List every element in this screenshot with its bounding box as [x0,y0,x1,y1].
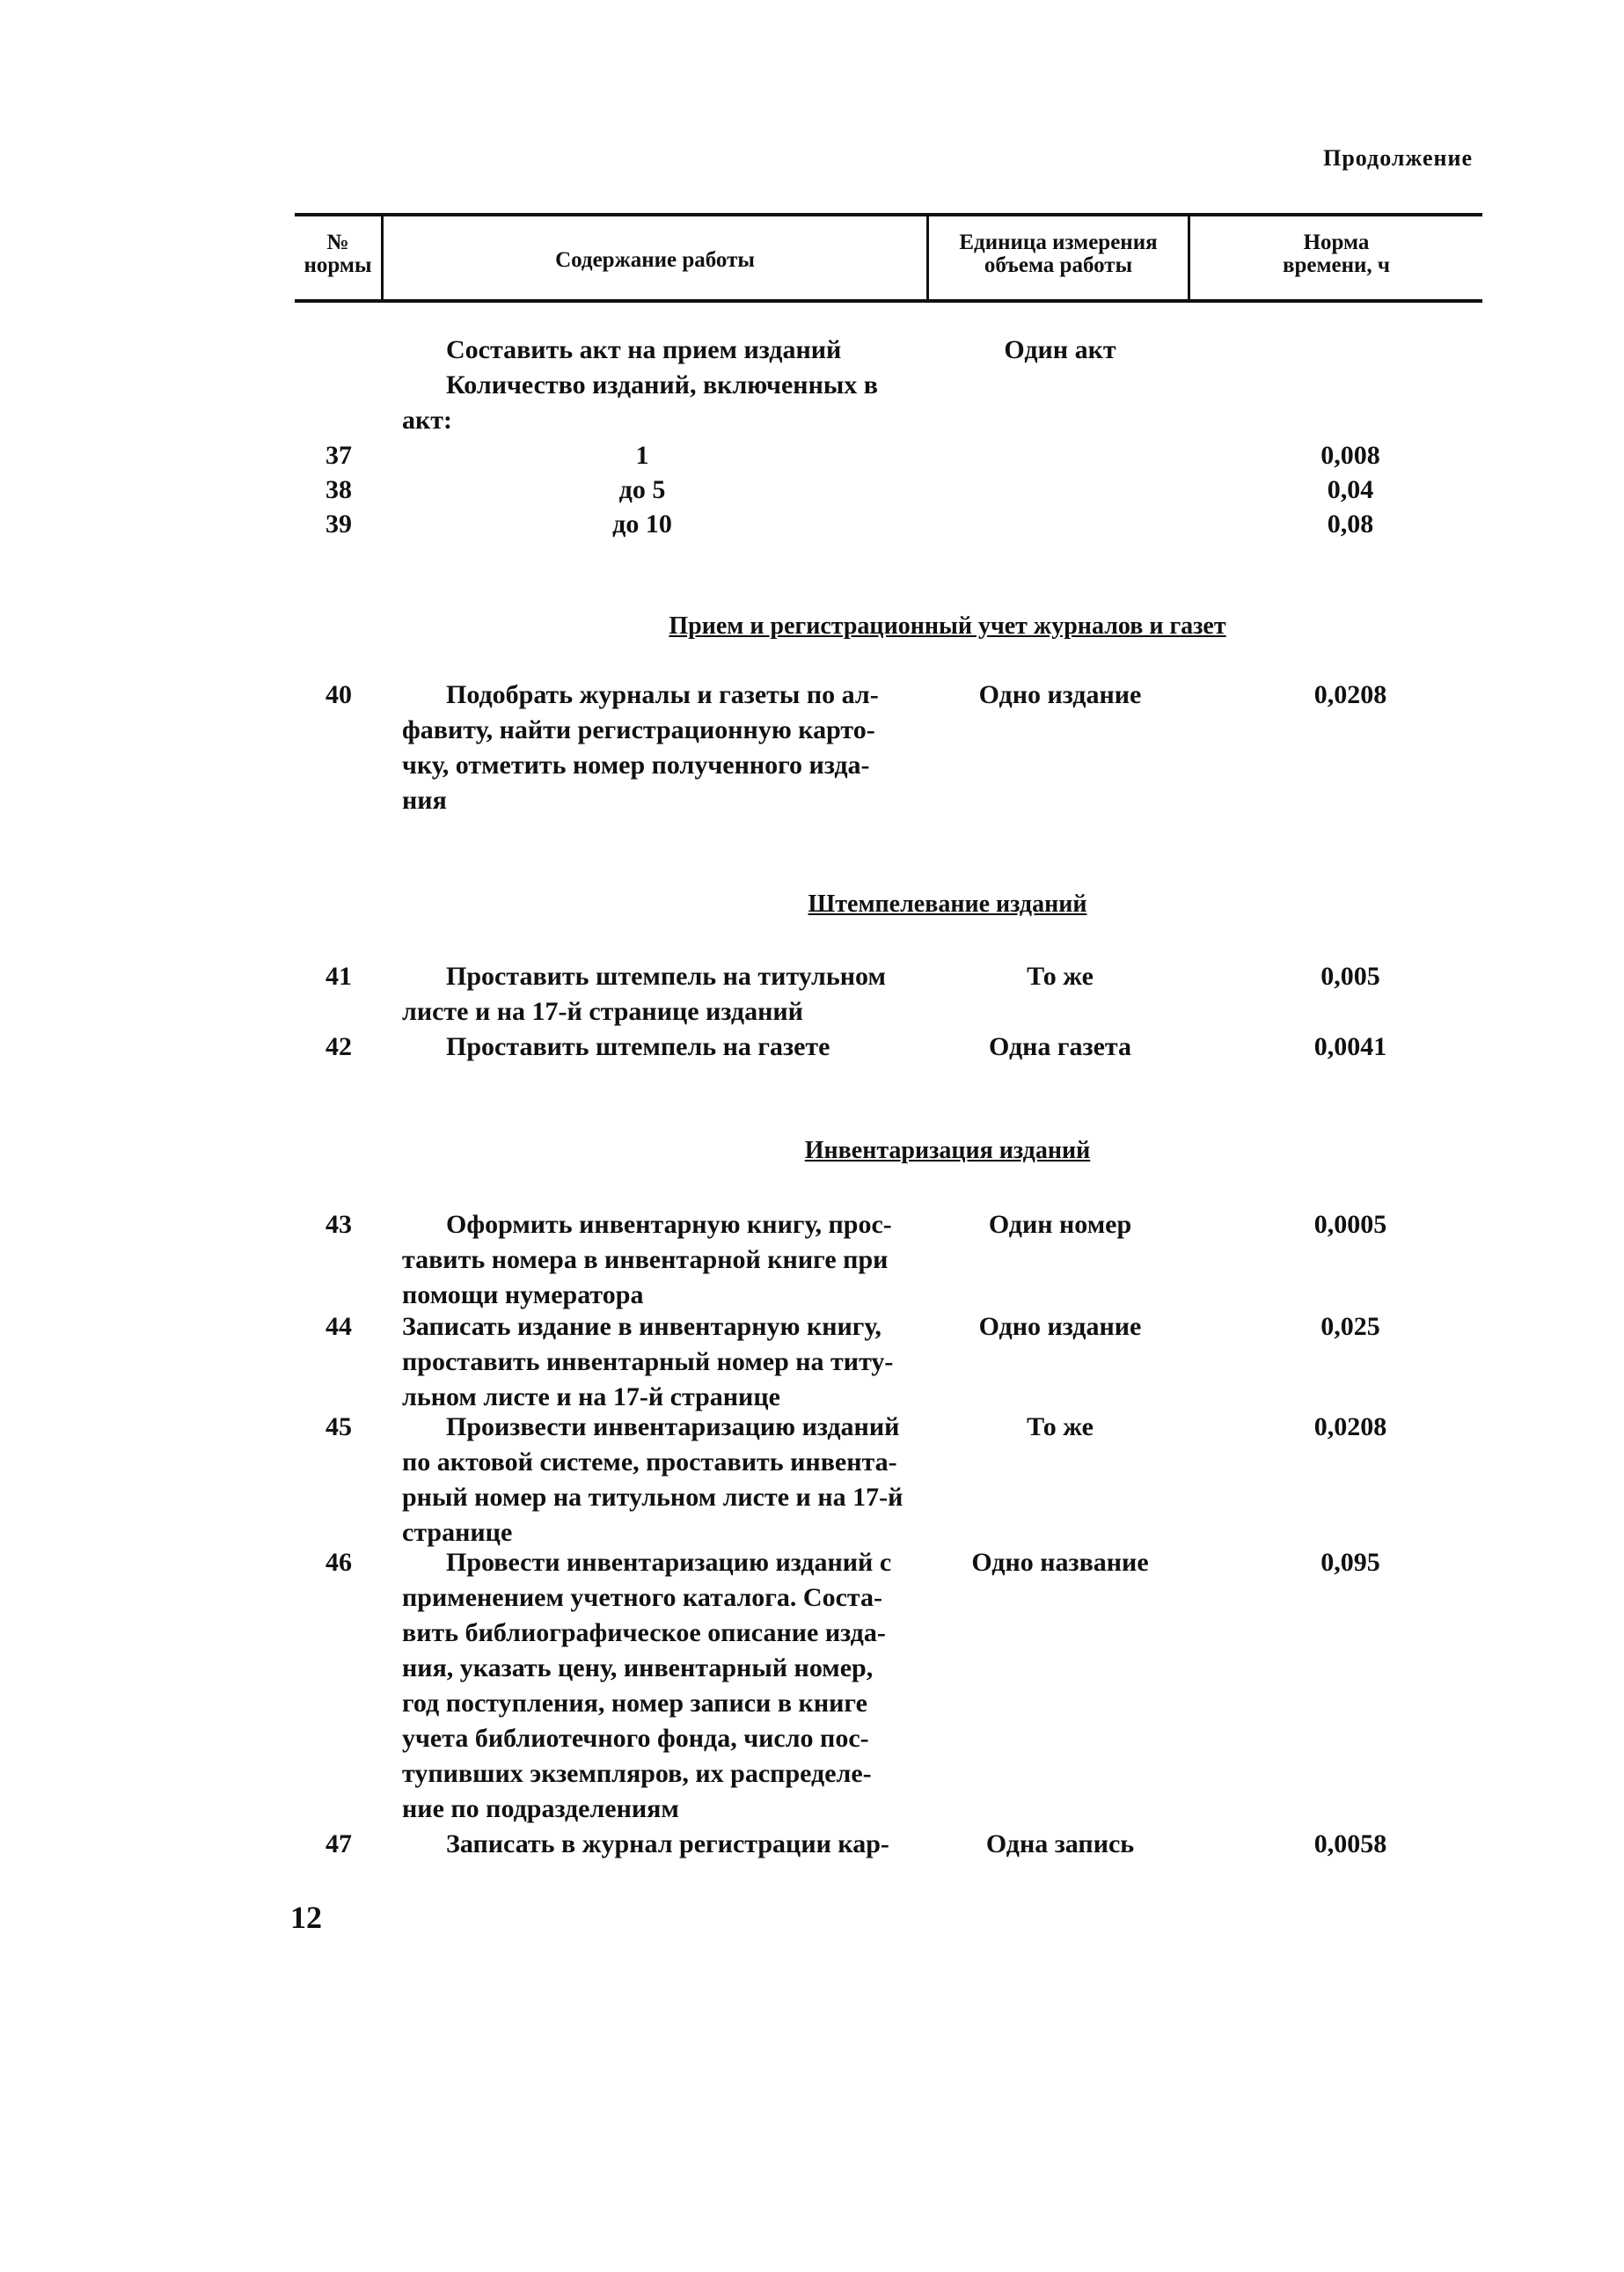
row-41-unit: То же [1027,962,1094,991]
row-37-content: 1 [635,441,649,470]
row-46-line: учета библиотечного фонда, число пос- [402,1724,869,1753]
row-42-content [402,1030,930,1065]
row-45-unit: То же [1027,1412,1094,1441]
row-45-line: странице [402,1518,513,1547]
row-38-num: 38 [326,475,352,504]
row-45-norm: 0,0208 [1313,1412,1387,1441]
row-46-unit: Одно название [971,1548,1149,1577]
row-41-norm: 0,005 [1320,962,1380,991]
row-40-content [402,678,930,818]
header-num-line: нормы [304,253,372,277]
row-44-line: льном листе и на 17-й странице [402,1382,780,1411]
section-title-inventory: Инвентаризация изданий [804,1137,1091,1164]
header-norm-line: Норма [1303,231,1370,254]
row-42-norm: 0,0041 [1313,1032,1387,1061]
row-37-num: 37 [326,441,352,470]
row-43-line: Оформить инвентарную книгу, прос- [446,1210,892,1239]
act-unit: Один акт [1004,335,1116,364]
row-40-line: Подобрать журналы и газеты по ал- [446,680,879,709]
row-46-norm: 0,095 [1320,1548,1380,1577]
row-46-line: применением учетного каталога. Соста- [402,1583,883,1612]
row-43-line: тавить номера в инвентарной книге при [402,1245,889,1274]
act-intro-line: Составить акт на прием изданий [446,335,842,364]
header-unit [929,231,1188,277]
row-38-content: до 5 [618,475,666,504]
row-43-content [402,1207,930,1313]
row-37-norm: 0,008 [1320,441,1380,470]
row-39-num: 39 [326,509,352,539]
act-intro-line: Количество изданий, включенных в [446,370,878,399]
section-title-journals: Прием и регистрационный учет журналов и газет [669,612,1226,640]
header-num [295,231,381,277]
row-46-line: вить библиографическое описание изда- [402,1618,886,1647]
row-46-line: ния, указать цену, инвентарный номер, [402,1653,874,1682]
row-46-line: ние по подразделениям [402,1794,679,1823]
row-44-unit: Одно издание [978,1312,1142,1341]
row-39-content: до 10 [612,509,672,539]
act-intro-line: акт: [402,406,453,435]
row-40-line: фавиту, найти регистрационную карто- [402,715,875,744]
row-47-norm: 0,0058 [1313,1829,1387,1858]
header-content: Содержание работы [555,248,755,272]
page-number: 12 [290,1900,322,1935]
row-42-unit: Одна газета [989,1032,1131,1061]
row-46-line: тупивших экземпляров, их распределе- [402,1759,872,1788]
row-41-line: листе и на 17-й странице изданий [402,997,803,1026]
row-46-line: год поступления, номер записи в книге [402,1689,867,1718]
row-47-num: 47 [326,1829,352,1858]
row-40-num: 40 [326,680,352,709]
row-44-norm: 0,025 [1320,1312,1380,1341]
row-46-content [402,1545,930,1827]
row-45-num: 45 [326,1412,352,1441]
row-44-line: Записать издание в инвентарную книгу, [402,1312,881,1341]
row-46-num: 46 [326,1548,352,1577]
section-title-stamping: Штемпелевание изданий [808,890,1087,918]
row-43-norm: 0,0005 [1313,1210,1387,1239]
row-42-line: Проставить штемпель на газете [446,1032,830,1061]
row-41-content [402,959,930,1030]
header-unit-line: объема работы [984,253,1133,277]
row-44-content [402,1309,930,1415]
row-47-unit: Одна запись [985,1829,1135,1858]
row-45-line: рный номер на титульном листе и на 17-й [402,1483,903,1512]
row-41-line: Проставить штемпель на титульном [446,962,886,991]
row-40-line: ния [402,786,447,815]
header-unit-line: Единица измерения [959,231,1158,254]
row-43-num: 43 [326,1210,352,1239]
row-47-content [402,1827,930,1862]
row-44-num: 44 [326,1312,352,1341]
row-40-line: чку, отметить номер полученного изда- [402,751,870,780]
row-45-content [402,1410,930,1550]
row-45-line: Произвести инвентаризацию изданий [446,1412,900,1441]
row-43-line: помощи нумератора [402,1280,644,1309]
header-num-line: № [326,231,349,254]
header-top-rule [295,213,1482,216]
act-intro [402,333,930,438]
continuation-label: Продолжение [1323,145,1473,171]
row-43-unit: Один номер [988,1210,1132,1239]
row-41-num: 41 [326,962,352,991]
row-44-line: проставить инвентарный номер на титу- [402,1347,894,1376]
row-45-line: по актовой системе, проставить инвента- [402,1447,897,1477]
row-46-line: Провести инвентаризацию изданий с [446,1548,892,1577]
row-40-unit: Одно издание [978,680,1142,709]
header-bottom-rule [295,299,1482,303]
header-norm [1190,231,1482,277]
row-47-line: Записать в журнал регистрации кар- [446,1829,889,1858]
row-40-norm: 0,0208 [1313,680,1387,709]
row-39-norm: 0,08 [1327,509,1374,539]
header-norm-line: времени, ч [1282,253,1391,277]
row-42-num: 42 [326,1032,352,1061]
row-38-norm: 0,04 [1327,475,1374,504]
